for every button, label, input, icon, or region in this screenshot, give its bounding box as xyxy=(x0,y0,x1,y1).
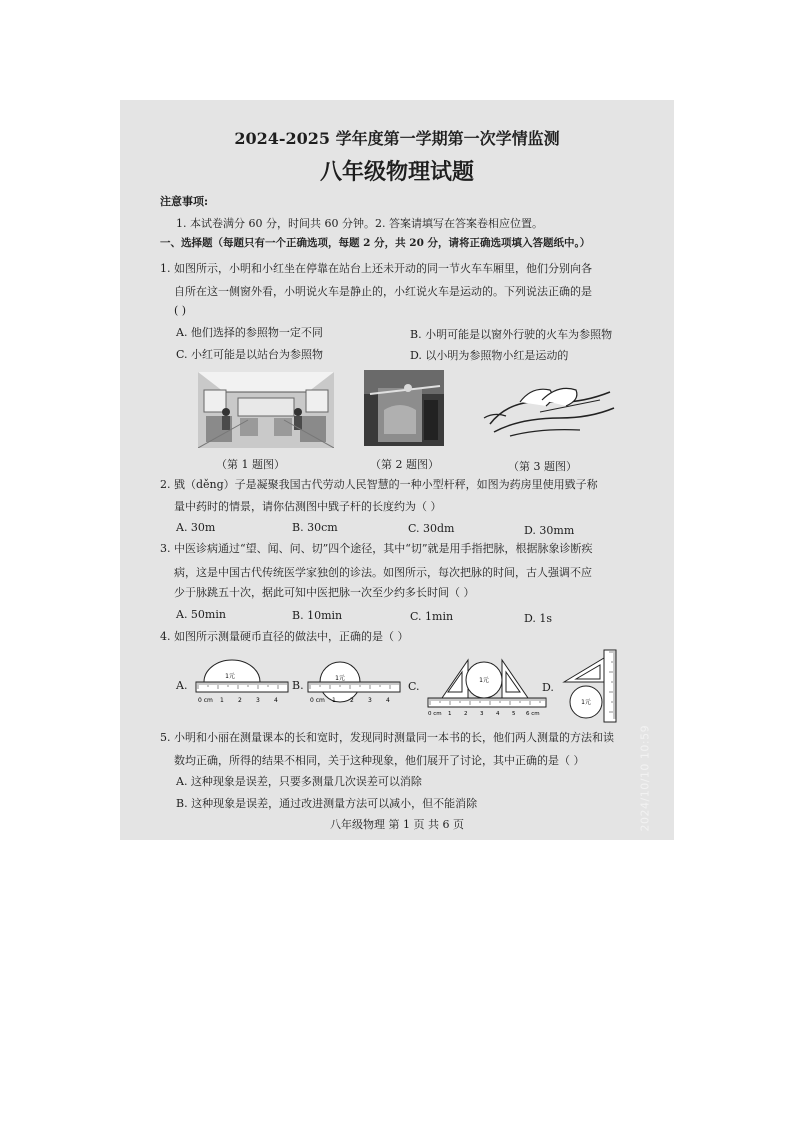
q4-ruler-b-label-2: 2 xyxy=(350,697,354,704)
q2-line2: 量中药时的情景，请你估测图中戥子杆的长度约为（ ） xyxy=(174,500,442,513)
q4-option-d: D. xyxy=(542,681,554,694)
figure-steelyard-photo xyxy=(364,370,444,446)
q5-line2: 数均正确，所得的结果不相同，关于这种现象，他们展开了讨论，其中正确的是（ ） xyxy=(174,754,585,767)
photo-timestamp xyxy=(638,700,652,830)
q3-option-a: A. 50min xyxy=(176,608,226,621)
q1-line3: ( ) xyxy=(174,304,187,317)
q4-option-c: C. xyxy=(408,680,420,693)
q4-ruler-b-label-3: 3 xyxy=(368,697,372,704)
q2-option-b: B. 30cm xyxy=(292,521,338,534)
q4-ruler-c-label-0: 0 cm xyxy=(428,711,442,716)
q4-coin-label-b: 1元 xyxy=(335,675,345,682)
q4-ruler-a-label-1: 1 xyxy=(220,697,224,704)
exam-title-line1: 2024-2025 学年度第一学期第一次学情监测 xyxy=(234,129,560,148)
q4-option-b: B. xyxy=(292,679,304,692)
q1-option-a: A. 他们选择的参照物一定不同 xyxy=(176,326,323,339)
q3-option-c: C. 1min xyxy=(410,610,454,623)
q1-option-b: B. 小明可能是以窗外行驶的火车为参照物 xyxy=(410,328,613,341)
page-footer: 八年级物理 第 1 页 共 6 页 xyxy=(330,818,464,831)
q4-coin-label-c: 1元 xyxy=(479,677,489,684)
q4-ruler-b-label-1: 1 xyxy=(332,697,336,704)
q4-line1: 4. 如图所示测量硬币直径的做法中，正确的是（ ） xyxy=(160,630,409,643)
q4-ruler-a-label-4: 4 xyxy=(274,697,278,704)
q5-option-a: A. 这种现象是误差，只要多测量几次误差可以消除 xyxy=(176,775,422,788)
q2-option-c: C. 30dm xyxy=(408,522,455,535)
q1-line2: 自所在这一侧窗外看，小明说火车是静止的，小红说火车是运动的。下列说法正确的是 xyxy=(174,285,592,298)
q3-line1: 3. 中医诊病通过“望、闻、问、切”四个途径，其中“切”就是用手指把脉，根据脉象诊断疾 xyxy=(160,542,593,555)
q2-option-d: D. 30mm xyxy=(524,524,575,537)
q4-option-a: A. xyxy=(176,679,188,692)
exam-page xyxy=(120,100,674,840)
q4-ruler-b-label-4: 4 xyxy=(386,697,390,704)
q4-figure-b xyxy=(306,660,402,710)
photo-timestamp-text: 2024/10/10 10:59 xyxy=(638,724,652,832)
q4-ruler-b-label-0: 0 cm xyxy=(310,697,325,704)
q2-line1: 2. 戥（děng）子是凝聚我国古代劳动人民智慧的一种小型杆秤，如图为药房里使用戥子称 xyxy=(160,478,598,491)
q4-ruler-a-label-0: 0 cm xyxy=(198,697,213,704)
q4-figure-d xyxy=(560,648,624,724)
figure2-caption: （第 2 题图） xyxy=(370,458,439,471)
notice-label: 注意事项: xyxy=(160,195,209,208)
q1-option-d: D. 以小明为参照物小红是运动的 xyxy=(410,349,569,362)
q4-ruler-c-label-1: 1 xyxy=(448,711,452,716)
q4-ruler-c-label-4: 4 xyxy=(496,711,500,716)
q5-option-b: B. 这种现象是误差，通过改进测量方法可以减小，但不能消除 xyxy=(176,797,478,810)
q5-line1: 5. 小明和小丽在测量课本的长和宽时，发现同时测量同一本书的长，他们两人测量的方法和读 xyxy=(160,731,614,744)
notice-text: 1. 本试卷满分 60 分，时间共 60 分钟。2. 答案请填写在答案卷相应位置。 xyxy=(176,217,543,230)
q4-ruler-c-label-5: 5 xyxy=(512,711,516,716)
q3-option-d: D. 1s xyxy=(524,612,553,625)
q1-line1: 1. 如图所示，小明和小红坐在停靠在站台上还未开动的同一节火车车厢里，他们分别向各 xyxy=(160,262,592,275)
q4-ruler-c-label-2: 2 xyxy=(464,711,468,716)
figure3-caption: （第 3 题图） xyxy=(508,460,577,473)
q4-coin-label-d: 1元 xyxy=(581,699,591,706)
q4-figure-a xyxy=(194,658,290,708)
q2-option-a: A. 30m xyxy=(176,521,216,534)
q4-ruler-c-label-3: 3 xyxy=(480,711,484,716)
q4-ruler-a-label-3: 3 xyxy=(256,697,260,704)
q4-ruler-a-label-2: 2 xyxy=(238,697,242,704)
figure-pulse-hand xyxy=(480,378,620,444)
figure-train-interior xyxy=(198,372,334,448)
q3-line3: 少于脉跳五十次，据此可知中医把脉一次至少约多长时间（ ） xyxy=(174,586,475,599)
q3-option-b: B. 10min xyxy=(292,609,343,622)
q3-line2: 病，这是中国古代传统医学家独创的诊法。如图所示，每次把脉的时间，古人强调不应 xyxy=(174,566,592,579)
section1-heading: 一、选择题（每题只有一个正确选项，每题 2 分，共 20 分，请将正确选项填入答题纸中。） xyxy=(160,237,591,249)
exam-title-line2: 八年级物理试题 xyxy=(319,159,474,185)
q4-coin-label-a: 1元 xyxy=(225,673,235,680)
figure1-caption: （第 1 题图） xyxy=(216,458,285,471)
q1-option-c: C. 小红可能是以站台为参照物 xyxy=(176,348,324,361)
q4-figure-c xyxy=(426,652,548,716)
q4-ruler-c-label-6: 6 cm xyxy=(526,711,540,716)
